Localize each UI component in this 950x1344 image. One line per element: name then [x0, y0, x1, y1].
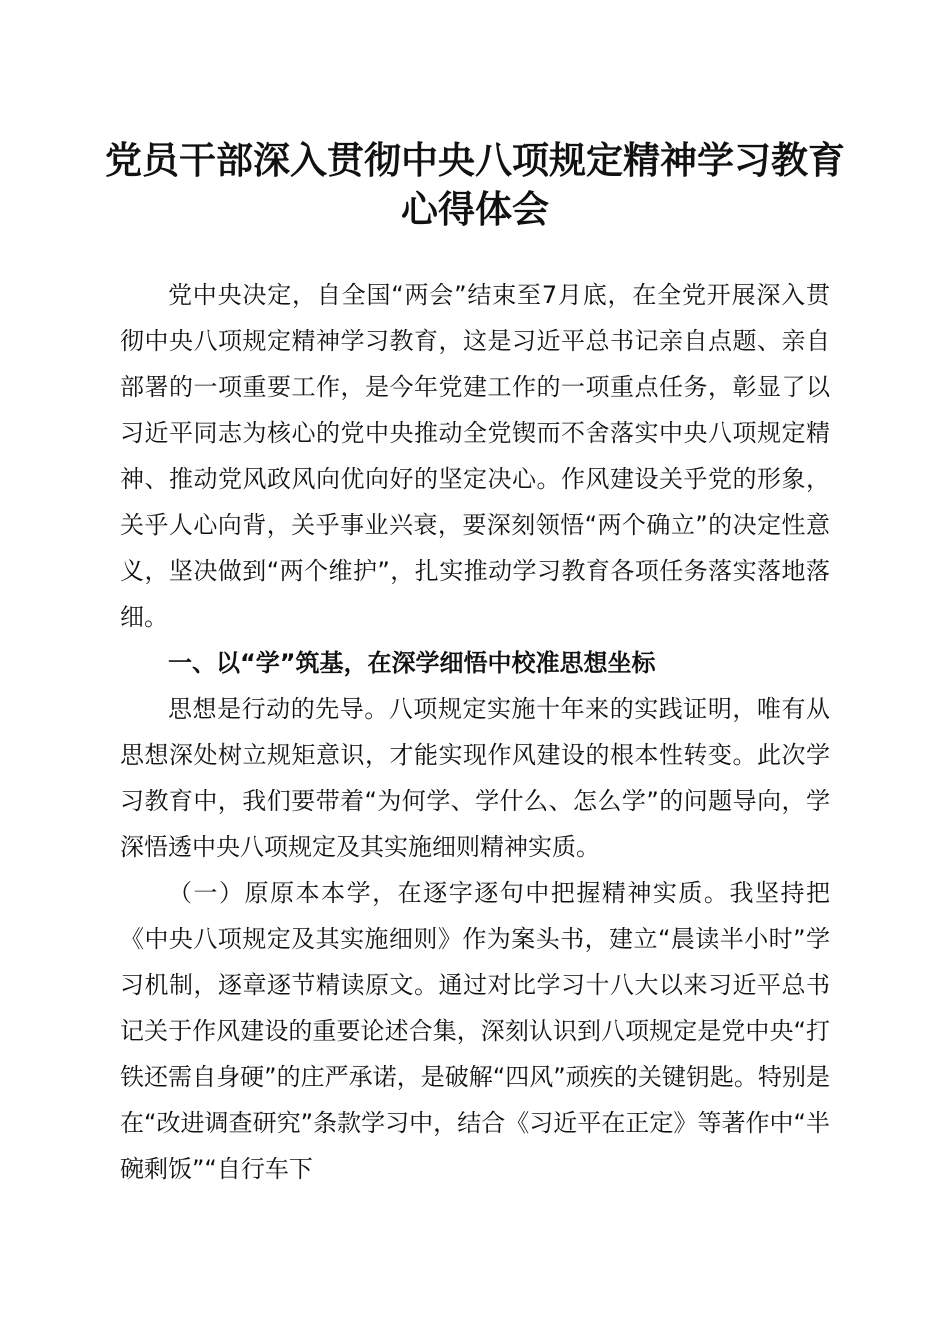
section-heading-1: 一、以“学”筑基，在深学细悟中校准思想坐标	[168, 649, 656, 677]
intro-paragraph: 党中央决定，自全国“两会”结束至7月底，在全党开展深入贯彻中央八项规定精神学习教育，这是习近平总书记亲自点题、亲自部署的一项重要工作，是今年党建工作的一项重点任务，彰显了以习近平同志为核心的党中央推动全党锲而不舍落实中央八项规定精神、推动党风政风向优向好的坚定决心。作风建设关乎党的形象，关乎人心向背，关乎事业兴衰，要深刻领悟“两个确立”的决定性意义，坚决做到“两个维护”，扎实推动学习教育各项任务落实落地落细。	[120, 281, 830, 631]
document-body	[120, 272, 830, 1192]
document-title-line-1: 党员干部深入贯彻中央八项规定精神学习教育	[105, 138, 845, 182]
document-title-line-2: 心得体会	[401, 187, 549, 231]
subsection-paragraph: （一）原原本本学，在逐字逐句中把握精神实质。我坚持把《中央八项规定及其实施细则》作为案头书，建立“晨读半小时”学习机制，逐章逐节精读原文。通过对比学习十八大以来习近平总书记关于作风建设的重要论述合集，深刻认识到八项规定是党中央“打铁还需自身硬”的庄严承诺，是破解“四风”顽疾的关键钥匙。特别是在“改进调查研究”条款学习中，结合《习近平在正定》等著作中“半碗剩饭”“自行车下	[120, 879, 830, 1183]
section-paragraph: 思想是行动的先导。八项规定实施十年来的实践证明，唯有从思想深处树立规矩意识，才能实现作风建设的根本性转变。此次学习教育中，我们要带着“为何学、学什么、怎么学”的问题导向，学深悟透中央八项规定及其实施细则精神实质。	[120, 695, 830, 861]
